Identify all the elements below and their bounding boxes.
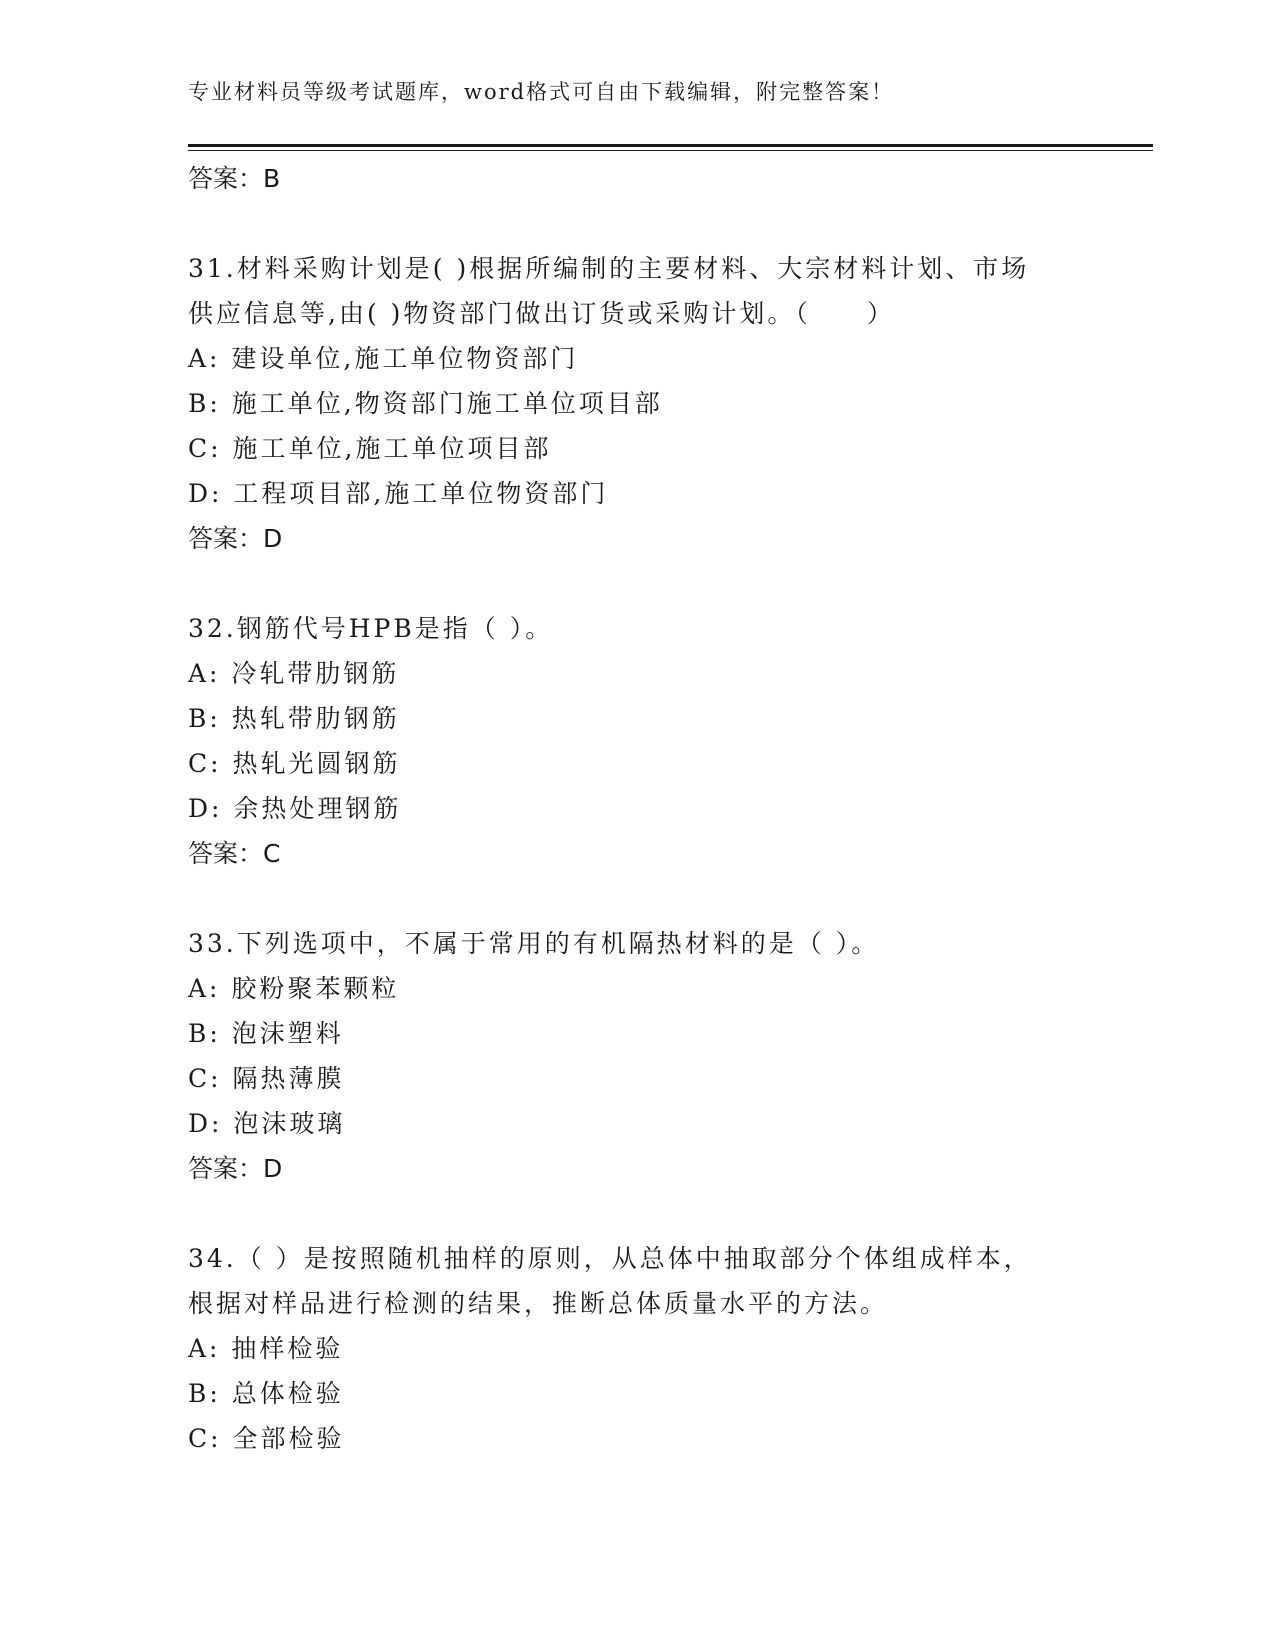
option-a: A: 抽样检验 [188,1334,344,1363]
header-rule-thick [188,144,1153,147]
option-a: A: 胶粉聚苯颗粒 [188,974,400,1003]
previous-answer: 答案：B [188,164,281,193]
option-a: A: 冷轧带肋钢筋 [188,659,400,688]
option-d: D: 余热处理钢筋 [188,794,402,823]
answer: 答案：D [188,524,283,553]
option-b: B: 泡沫塑料 [188,1019,344,1048]
option-b: B: 总体检验 [188,1379,344,1408]
option-c: C: 施工单位,施工单位项目部 [188,434,552,463]
question-31 [188,246,1148,561]
answer: 答案：D [188,1154,283,1183]
header-rule-thin [188,150,1153,151]
question-text-line: 根据对样品进行检测的结果，推断总体质量水平的方法。 [188,1289,889,1318]
question-32 [188,606,1148,876]
question-34 [188,1236,1148,1461]
answer: 答案：C [188,839,281,868]
option-b: B: 施工单位,物资部门施工单位项目部 [188,389,663,418]
question-text-line: 34.（ ）是按照随机抽样的原则，从总体中抽取部分个体组成样本， [188,1244,1032,1273]
question-text-line: 供应信息等,由( )物资部门做出订货或采购计划。（ ） [188,299,895,328]
option-a: A: 建设单位,施工单位物资部门 [188,344,579,373]
question-33 [188,921,1148,1191]
question-text-line: 31.材料采购计划是( )根据所编制的主要材料、大宗材料计划、市场 [188,254,1030,283]
option-b: B: 热轧带肋钢筋 [188,704,400,733]
option-d: D: 工程项目部,施工单位物资部门 [188,479,609,508]
page-header: 专业材料员等级考试题库，word格式可自由下载编辑，附完整答案！ [188,80,895,104]
question-list [188,156,1148,1461]
option-d: D: 泡沫玻璃 [188,1109,346,1138]
option-c: C: 隔热薄膜 [188,1064,345,1093]
option-c: C: 全部检验 [188,1424,345,1453]
option-c: C: 热轧光圆钢筋 [188,749,401,778]
question-text-line: 33.下列选项中，不属于常用的有机隔热材料的是（ ）。 [188,929,880,958]
question-text-line: 32.钢筋代号HPB是指（ ）。 [188,614,554,643]
